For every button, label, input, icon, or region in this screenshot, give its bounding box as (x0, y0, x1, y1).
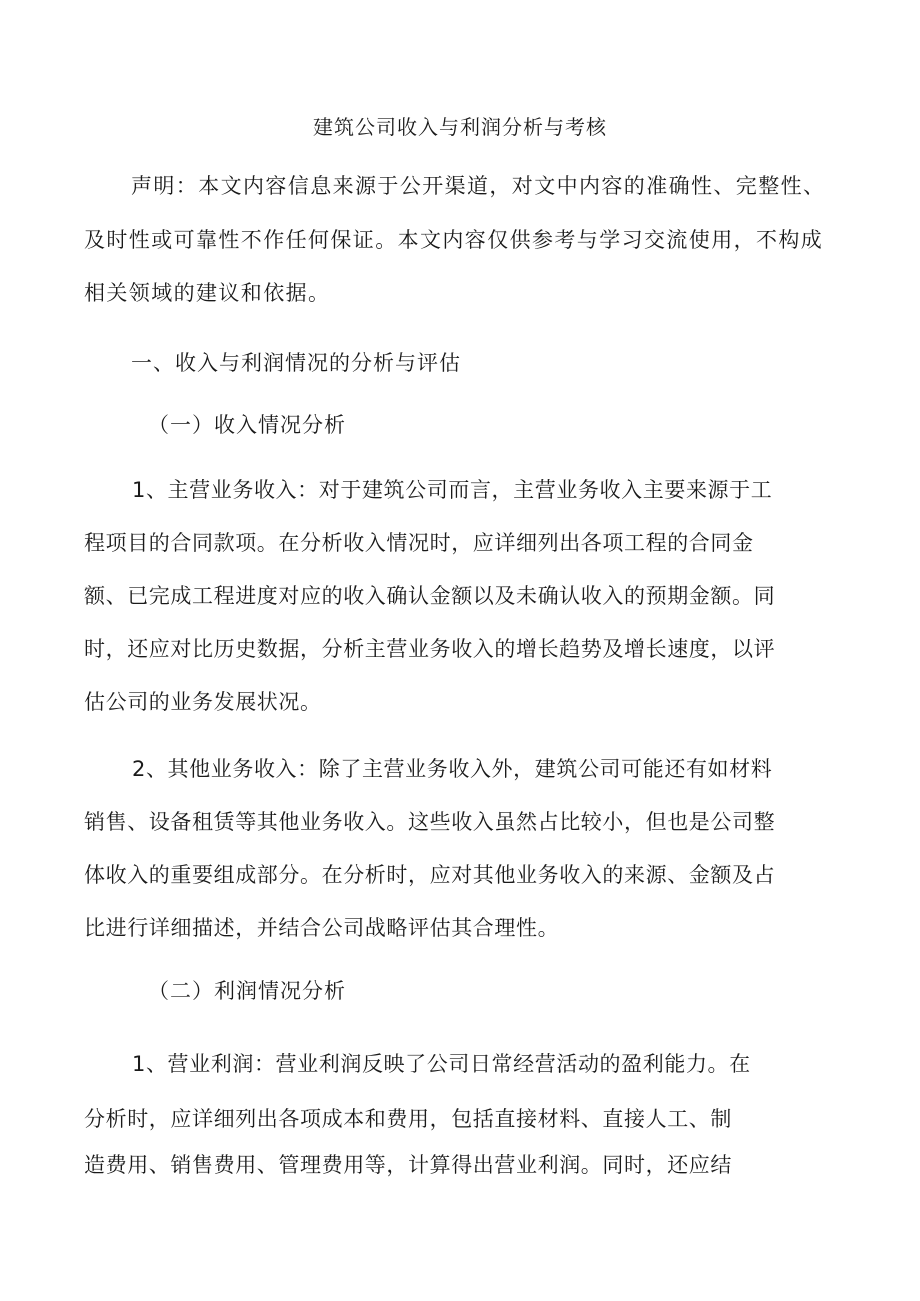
subsection-2-heading: （二）利润情况分析 (148, 979, 346, 1003)
paragraph-line: 额、已完成工程进度对应的收入确认金额以及未确认收入的预期金额。同 (84, 584, 776, 608)
paragraph-line: 2、其他业务收入：除了主营业务收入外，建筑公司可能还有如材料 (132, 757, 773, 781)
disclaimer-line-3: 相关领域的建议和依据。 (84, 281, 331, 305)
subsection-1-heading: （一）收入情况分析 (148, 413, 346, 437)
paragraph-line: 造费用、销售费用、管理费用等，计算得出营业利润。同时，还应结 (84, 1153, 732, 1177)
document-title: 建筑公司收入与利润分析与考核 (313, 115, 607, 139)
section-1-heading: 一、收入与利润情况的分析与评估 (131, 351, 461, 375)
disclaimer-line-1: 声明：本文内容信息来源于公开渠道，对文中内容的准确性、完整性、 (131, 174, 826, 198)
paragraph-line: 1、主营业务收入：对于建筑公司而言，主营业务收入主要来源于工 (132, 478, 773, 502)
paragraph-line: 时，还应对比历史数据，分析主营业务收入的增长趋势及增长速度，以评 (84, 637, 776, 661)
paragraph-line: 1、营业利润：营业利润反映了公司日常经营活动的盈利能力。在 (132, 1052, 751, 1076)
paragraph-line: 估公司的业务发展状况。 (84, 690, 322, 714)
disclaimer-line-2: 及时性或可靠性不作任何保证。本文内容仅供参考与学习交流使用，不构成 (84, 228, 824, 252)
paragraph-line: 程项目的合同款项。在分析收入情况时，应详细列出各项工程的合同金 (84, 531, 754, 555)
paragraph-line: 销售、设备租赁等其他业务收入。这些收入虽然占比较小，但也是公司整 (84, 810, 776, 834)
paragraph-line: 分析时，应详细列出各项成本和费用，包括直接材料、直接人工、制 (84, 1107, 732, 1131)
paragraph-line: 比进行详细描述，并结合公司战略评估其合理性。 (84, 916, 560, 940)
paragraph-line: 体收入的重要组成部分。在分析时，应对其他业务收入的来源、金额及占 (84, 863, 776, 887)
